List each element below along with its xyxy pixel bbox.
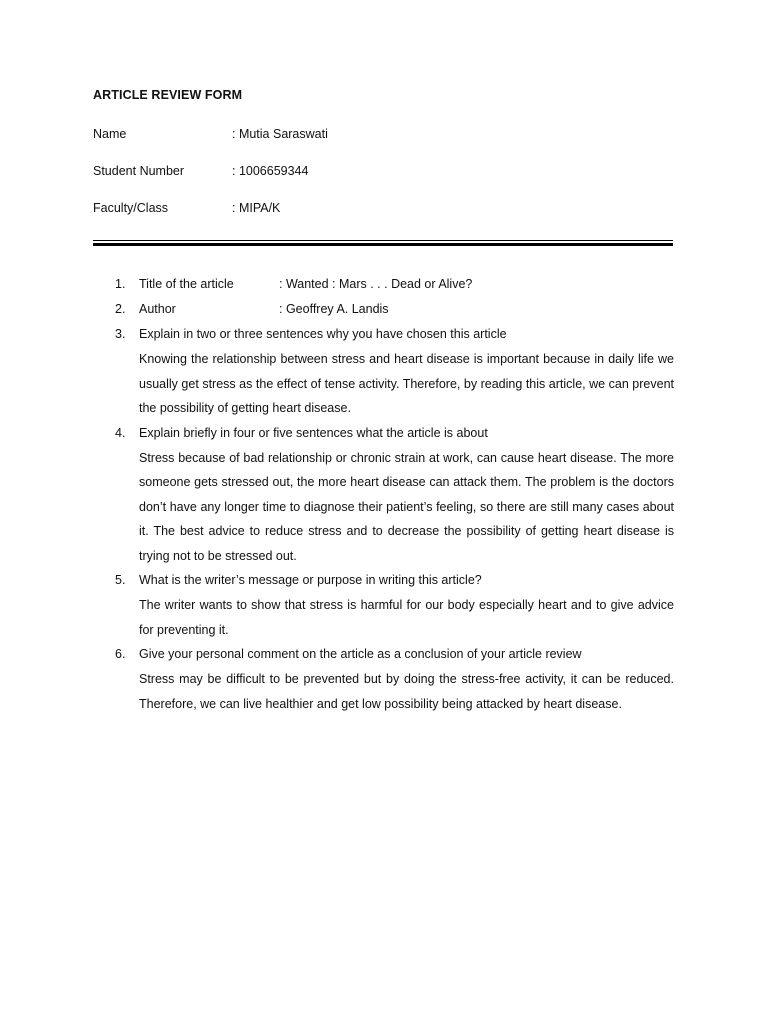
article-title-value: : Wanted : Mars . . . Dead or Alive? <box>279 277 473 291</box>
answer-text: The writer wants to show that stress is harmful for our body especially heart and to give advice for preventing it. <box>139 598 674 637</box>
author-value: : Geoffrey A. Landis <box>279 302 389 316</box>
answer-text: Stress may be difficult to be prevented but by doing the stress-free activity, it can be reduced. Therefore, we can live healthier and get low possibility being attacked by heart disease. <box>139 672 674 711</box>
item-number: 4. <box>115 425 126 440</box>
list-item <box>115 642 674 716</box>
list-item <box>115 421 674 569</box>
form-title: ARTICLE REVIEW FORM <box>93 88 243 102</box>
list-item <box>115 272 674 297</box>
item-number: 1. <box>115 277 126 291</box>
author-label: Author <box>139 302 176 316</box>
header-divider-thin <box>93 240 673 241</box>
answer-text: Stress because of bad relationship or chronic strain at work, can cause heart disease. The more someone gets stressed out, the more heart disease can attack them. The problem is the doctors don’t have any longer time to diagnose their patient’s feeling, so there are still many cases about it. The best advice to reduce stress and to decrease the possibility of getting heart disease is trying not to be stressed out. <box>139 450 674 563</box>
article-title-label: Title of the article <box>139 277 234 291</box>
answer-text: Knowing the relationship between stress and heart disease is important because in daily life we usually get stress as the effect of tense activity. Therefore, by reading this article, we can prevent the possibility of getting heart disease. <box>139 352 674 415</box>
student-number-label: Student Number <box>93 164 185 178</box>
question-text: Explain in two or three sentences why you have chosen this article <box>139 327 507 341</box>
list-item <box>115 297 674 322</box>
item-number: 2. <box>115 302 126 316</box>
question-text: What is the writer’s message or purpose in writing this article? <box>139 573 482 587</box>
faculty-class-label: Faculty/Class <box>93 201 169 215</box>
item-number: 6. <box>115 647 126 661</box>
faculty-class-value: : MIPA/K <box>232 201 281 215</box>
name-value: : Mutia Saraswati <box>232 127 328 141</box>
item-number: 5. <box>115 573 126 587</box>
item-number: 3. <box>115 327 126 341</box>
list-item <box>115 322 674 421</box>
name-label: Name <box>93 127 127 141</box>
review-items <box>115 272 674 716</box>
question-text: Explain briefly in four or five sentences what the article is about <box>139 425 488 440</box>
list-item <box>115 568 674 642</box>
question-text: Give your personal comment on the article as a conclusion of your article review <box>139 647 582 661</box>
header-divider-thick <box>93 243 673 246</box>
student-number-value: : 1006659344 <box>232 164 309 178</box>
